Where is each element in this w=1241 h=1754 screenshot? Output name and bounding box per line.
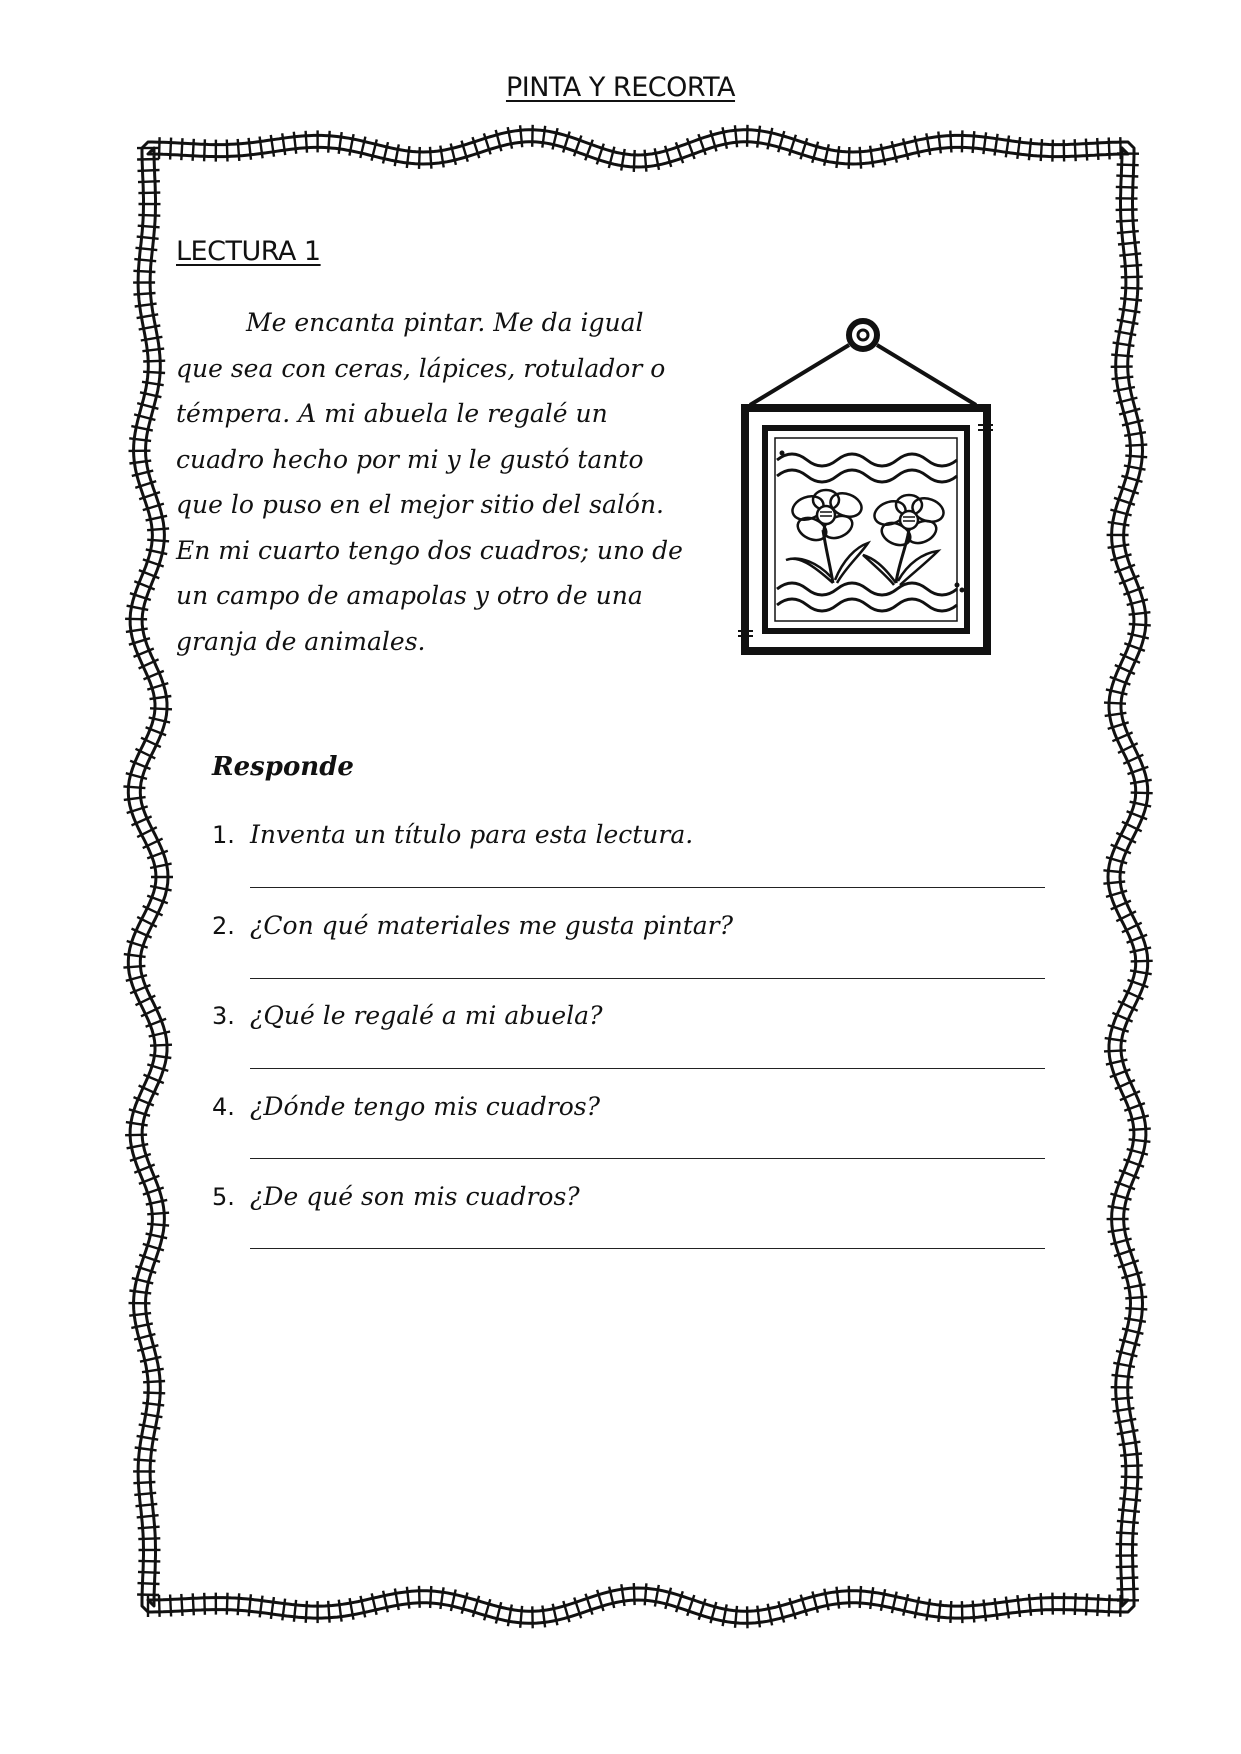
question-3 bbox=[212, 1001, 1052, 1030]
reading-line: témpera. A mi abuela le regalé un bbox=[176, 399, 608, 428]
question-number: 1. bbox=[212, 821, 235, 849]
question-number: 3. bbox=[212, 1002, 235, 1030]
question-1 bbox=[212, 820, 1052, 849]
reading-line: cuadro hecho por mi y le gustó tanto bbox=[176, 444, 644, 474]
question-5 bbox=[212, 1182, 1052, 1211]
reading-text bbox=[176, 300, 716, 664]
question-text: Inventa un título para esta lectura. bbox=[250, 820, 694, 849]
question-number: 2. bbox=[212, 912, 235, 940]
reading-line: Me encanta pintar. Me da igual bbox=[246, 308, 644, 337]
answer-line-2[interactable] bbox=[250, 978, 1045, 979]
question-text: ¿Qué le regalé a mi abuela? bbox=[250, 1001, 603, 1030]
reading-line: un campo de amapolas y otro de una bbox=[176, 581, 643, 610]
question-number: 4. bbox=[212, 1093, 235, 1121]
answer-line-4[interactable] bbox=[250, 1158, 1045, 1159]
framed-flowers-picture-icon bbox=[738, 315, 1000, 660]
question-text: ¿De qué son mis cuadros? bbox=[250, 1182, 580, 1211]
page-title: PINTA Y RECORTA bbox=[505, 72, 736, 103]
answer-line-5[interactable] bbox=[250, 1248, 1045, 1249]
question-number: 5. bbox=[212, 1183, 235, 1211]
reading-line: En mi cuarto tengo dos cuadros; uno de bbox=[176, 535, 683, 565]
reading-line: que lo puso en el mejor sitio del salón. bbox=[176, 490, 664, 519]
questions-heading: Responde bbox=[212, 752, 354, 782]
reading-title: LECTURA 1 bbox=[176, 236, 321, 267]
question-4 bbox=[212, 1092, 1052, 1121]
reading-line: que sea con ceras, lápices, rotulador o bbox=[176, 353, 666, 383]
question-text: ¿Con qué materiales me gusta pintar? bbox=[250, 911, 734, 940]
question-2 bbox=[212, 911, 1052, 940]
answer-line-1[interactable] bbox=[250, 887, 1045, 888]
question-text: ¿Dónde tengo mis cuadros? bbox=[250, 1092, 601, 1121]
reading-line: granja de animales. bbox=[176, 626, 426, 656]
answer-line-3[interactable] bbox=[250, 1068, 1045, 1069]
